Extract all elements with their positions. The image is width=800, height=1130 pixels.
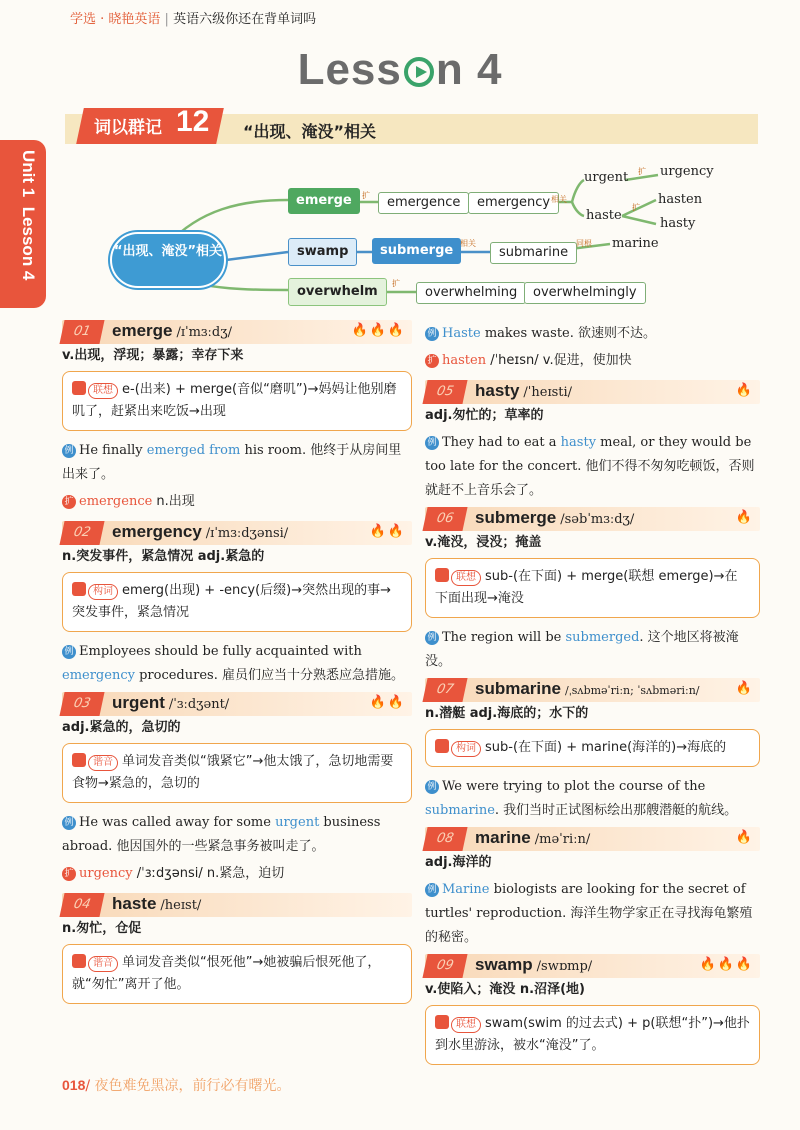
- node-urgent: urgent: [584, 170, 629, 185]
- memory-box: [62, 572, 412, 632]
- node-urgency: urgency: [660, 164, 714, 179]
- side-tab-unit: Unit 1: [19, 150, 38, 198]
- memo-tag: 谐音: [88, 755, 118, 771]
- memo-icon: [435, 739, 449, 753]
- example-keyword: urgent: [275, 815, 320, 830]
- node-haste: haste: [586, 208, 622, 223]
- entry-number: 03: [59, 692, 104, 716]
- example-icon: 例: [62, 444, 76, 458]
- entry-word[interactable]: [112, 522, 288, 542]
- phonetic: /ˈheɪsti/: [523, 385, 573, 400]
- extension-word: hasten: [442, 353, 487, 368]
- flame-icon: 🔥: [735, 681, 754, 696]
- entry-header: [62, 893, 412, 917]
- entry-header: [425, 678, 760, 702]
- extension-icon: 扩: [62, 867, 76, 881]
- word-text: emerge: [112, 321, 173, 340]
- entry-submerge: [425, 507, 760, 674]
- entry-word[interactable]: [475, 955, 592, 975]
- entry-marine: [425, 827, 760, 950]
- definition: v.淹没，浸没；掩盖: [425, 535, 542, 550]
- entry-word[interactable]: [475, 828, 590, 848]
- memo-tag: 联想: [451, 570, 481, 586]
- example-pre: They had to eat a: [442, 435, 561, 450]
- phonetic: /swɒmp/: [536, 959, 593, 974]
- example-post: procedures. 雇员们应当十分熟悉应急措施。: [134, 668, 404, 683]
- extension: [425, 350, 760, 372]
- word-text: submarine: [475, 679, 561, 698]
- entry-hasty: [425, 380, 760, 503]
- example: [425, 431, 760, 503]
- lesson-title-part2: n 4: [435, 45, 503, 94]
- memo-text: sub-(在下面) + merge(联想 emerge)→在下面出现→淹没: [435, 569, 738, 606]
- definition: adj.海洋的: [425, 855, 492, 870]
- example-keyword: emerged from: [146, 443, 241, 458]
- example-pre: Employees should be fully acquainted with: [79, 644, 362, 659]
- memo-tag: 联想: [451, 1017, 481, 1033]
- side-tab-lesson: Lesson 4: [19, 206, 38, 281]
- definition: adj.匆忙的；草率的: [425, 408, 544, 423]
- example: [62, 640, 412, 688]
- tag-related-2: 相关: [460, 239, 476, 248]
- node-emergence: emergence: [378, 192, 469, 214]
- flame-icon: 🔥🔥: [369, 695, 406, 710]
- entry-urgent: [62, 692, 412, 885]
- example-pre: He was called away for some: [79, 815, 276, 830]
- entry-number: 07: [422, 678, 467, 702]
- extension: [62, 863, 412, 885]
- section-label: 词以群记: [94, 118, 162, 138]
- example-keyword: Haste: [442, 326, 481, 341]
- section-number: 12: [176, 105, 210, 138]
- word-text: haste: [112, 894, 157, 913]
- entry-number: 04: [59, 893, 104, 917]
- example-pre: The region will be: [442, 630, 566, 645]
- memo-icon: [72, 753, 86, 767]
- node-emerge: emerge: [288, 188, 360, 214]
- entry-header: [425, 507, 760, 531]
- entry-haste: [62, 893, 412, 1004]
- entry-number: 01: [59, 320, 104, 344]
- definition: n.潜艇 adj.海底的；水下的: [425, 706, 589, 721]
- example-post: . 我们当时正试图标绘出那艘潜艇的航线。: [494, 803, 738, 818]
- phonetic: /ˈɜːdʒənt/: [168, 697, 230, 712]
- definition: v.使陷入；淹没 n.沼泽(地): [425, 982, 585, 997]
- node-emergency: emergency: [468, 192, 559, 214]
- example: [425, 775, 760, 823]
- example-keyword: emergency: [62, 668, 135, 683]
- flame-icon: 🔥🔥🔥: [351, 323, 406, 338]
- node-submerge: submerge: [372, 238, 461, 264]
- word-text: submerge: [475, 508, 557, 527]
- example-post: makes waste. 欲速则不达。: [480, 326, 657, 341]
- entry-number: 05: [422, 380, 467, 404]
- entry-header: [425, 380, 760, 404]
- memo-icon: [72, 954, 86, 968]
- memo-tag: 联想: [88, 383, 118, 399]
- phonetic: /ɪˈmɜːdʒənsi/: [205, 526, 289, 541]
- example-post: business abroad. 他因国外的一些紧急事务被叫走了。: [62, 815, 381, 854]
- entry-header: [62, 320, 412, 344]
- flame-icon: 🔥: [735, 510, 754, 525]
- memo-text: 单词发音类似“恨死他”→她被骗后恨死他了，就“匆忙”离开了他。: [72, 955, 381, 992]
- memory-box: [62, 371, 412, 431]
- book-title: 英语六级你还在背单词吗: [173, 12, 317, 27]
- entry-word[interactable]: [475, 508, 634, 528]
- entry-haste-cont: [425, 322, 760, 372]
- example: [62, 439, 412, 487]
- example-icon: 例: [62, 816, 76, 830]
- memory-box: [62, 743, 412, 803]
- entry-word[interactable]: [112, 894, 201, 914]
- footer-slash: /: [85, 1078, 91, 1094]
- memo-icon: [72, 582, 86, 596]
- example-post: meal, or they would be too late for the concert. 他们不得不匆匆吃顿饭，否则就赶不上音乐会了。: [425, 435, 755, 498]
- example-icon: 例: [425, 780, 439, 794]
- memory-box: [425, 729, 760, 767]
- extension: [62, 491, 412, 513]
- extension-def: n.出现: [152, 494, 195, 509]
- extension-def: /ˈheɪsn/ v.促进，使加快: [486, 353, 632, 368]
- node-marine: marine: [612, 236, 659, 251]
- flame-icon: 🔥: [735, 830, 754, 845]
- example-keyword: Marine: [442, 882, 490, 897]
- example-post: biologists are looking for the secret of turtles' reproduction. 海洋生物学家正在寻找海龟繁殖的秘密。: [425, 882, 753, 945]
- entry-number: 09: [422, 954, 467, 978]
- word-text: urgent: [112, 693, 165, 712]
- example-icon: 例: [425, 631, 439, 645]
- brand: 学选 · 晓艳英语: [70, 12, 161, 27]
- memo-tag: 构词: [451, 741, 481, 757]
- node-overwhelmingly: overwhelmingly: [524, 282, 646, 304]
- entry-number: 06: [422, 507, 467, 531]
- definition: v.出现，浮现；暴露；幸存下来: [62, 348, 244, 363]
- memo-text: 单词发音类似“饿紧它”→他太饿了，急切地需要食物→紧急的，急切的: [72, 754, 394, 791]
- entry-word[interactable]: [112, 321, 232, 341]
- memo-text: sub-(在下面) + marine(海洋的)→海底的: [485, 740, 727, 755]
- extension-icon: 扩: [62, 495, 76, 509]
- memory-box: [425, 1005, 760, 1065]
- memo-icon: [435, 1015, 449, 1029]
- tag-ext-4: 扩: [392, 279, 400, 288]
- memo-text: e-(出来) + merge(音似“磨叽”)→妈妈让他别磨叽了，赶紧出来吃饭→出现: [72, 382, 397, 419]
- lesson-title-part1: Less: [297, 45, 402, 94]
- page-number: 018: [62, 1077, 86, 1093]
- example-keyword: hasty: [560, 435, 597, 450]
- flame-icon: 🔥🔥: [369, 524, 406, 539]
- word-text: swamp: [475, 955, 533, 974]
- memo-text: swam(swim 的过去式) + p(联想“扑”)→他扑到水里游泳，被水“淹没”了。: [435, 1016, 750, 1053]
- entry-word[interactable]: [112, 693, 229, 713]
- mindmap-root: “出现、淹没”相关: [110, 232, 226, 288]
- node-submarine: submarine: [490, 242, 577, 264]
- phonetic: /səbˈmɜːdʒ/: [560, 512, 635, 527]
- word-text: marine: [475, 828, 531, 847]
- extension-word: emergence: [79, 494, 153, 509]
- entry-word[interactable]: [475, 381, 572, 401]
- entry-submarine: [425, 678, 760, 823]
- extension-def: /ˈɜːdʒənsi/ n.紧急，迫切: [132, 866, 285, 881]
- right-column: [425, 320, 760, 1073]
- entry-header: [425, 954, 760, 978]
- phonetic: /ɪˈmɜːdʒ/: [176, 325, 232, 340]
- node-hasten: hasten: [658, 192, 703, 207]
- section-title: “出现、淹没”相关: [243, 122, 377, 141]
- definition: n.匆忙，仓促: [62, 921, 142, 936]
- memo-icon: [72, 381, 86, 395]
- entry-header: [62, 521, 412, 545]
- flame-icon: 🔥: [735, 383, 754, 398]
- memory-box: [425, 558, 760, 618]
- flame-icon: 🔥🔥🔥: [699, 957, 754, 972]
- entry-word[interactable]: [475, 679, 700, 699]
- tag-same-root: 同根: [576, 239, 592, 248]
- phonetic: /ˌsʌbməˈriːn; ˈsʌbməriːn/: [564, 684, 700, 697]
- memo-tag: 谐音: [88, 956, 118, 972]
- example-keyword: submarine: [425, 803, 495, 818]
- definition: adj.紧急的，急切的: [62, 720, 181, 735]
- example: [425, 626, 760, 674]
- word-text: emergency: [112, 522, 202, 541]
- example-post: his room. 他终于从房间里出来了。: [62, 443, 402, 482]
- entry-number: 08: [422, 827, 467, 851]
- node-swamp: swamp: [288, 238, 357, 266]
- memo-tag: 构词: [88, 584, 118, 600]
- example-icon: 例: [425, 883, 439, 897]
- entry-emergency: [62, 521, 412, 688]
- memory-box: [62, 944, 412, 1004]
- tag-ext-2: 扩: [638, 167, 646, 176]
- footer-motto: 夜色难免黑凉，前行必有曙光。: [94, 1078, 291, 1094]
- example: [425, 322, 760, 346]
- example-pre: He finally: [79, 443, 147, 458]
- word-text: hasty: [475, 381, 520, 400]
- example-post: . 这个地区将被淹没。: [425, 630, 739, 669]
- extension-word: urgency: [79, 866, 133, 881]
- definition: n.突发事件，紧急情况 adj.紧急的: [62, 549, 265, 564]
- entry-emerge: [62, 320, 412, 513]
- node-hasty: hasty: [660, 216, 696, 231]
- example-keyword: submerged: [565, 630, 640, 645]
- example-pre: We were trying to plot the course of the: [442, 779, 706, 794]
- example-icon: 例: [425, 327, 439, 341]
- tag-ext-3: 扩: [632, 203, 640, 212]
- footer: [62, 1075, 291, 1095]
- memo-icon: [435, 568, 449, 582]
- extension-icon: 扩: [425, 354, 439, 368]
- example: [425, 878, 760, 950]
- header-separator: |: [164, 12, 169, 27]
- entry-header: [425, 827, 760, 851]
- tag-related-1: 相关: [551, 195, 567, 204]
- phonetic: /məˈriːn/: [534, 832, 591, 847]
- entry-swamp: [425, 954, 760, 1065]
- phonetic: /heɪst/: [160, 898, 202, 913]
- node-overwhelm: overwhelm: [288, 278, 387, 306]
- example: [62, 811, 412, 859]
- entry-header: [62, 692, 412, 716]
- example-icon: 例: [62, 645, 76, 659]
- example-icon: 例: [425, 436, 439, 450]
- left-column: [62, 320, 412, 1012]
- entry-number: 02: [59, 521, 104, 545]
- tag-ext-1: 扩: [362, 191, 370, 200]
- node-overwhelming: overwhelming: [416, 282, 526, 304]
- memo-text: emerg(出现) + -ency(后缀)→突然出现的事→突发事件，紧急情况: [72, 583, 392, 620]
